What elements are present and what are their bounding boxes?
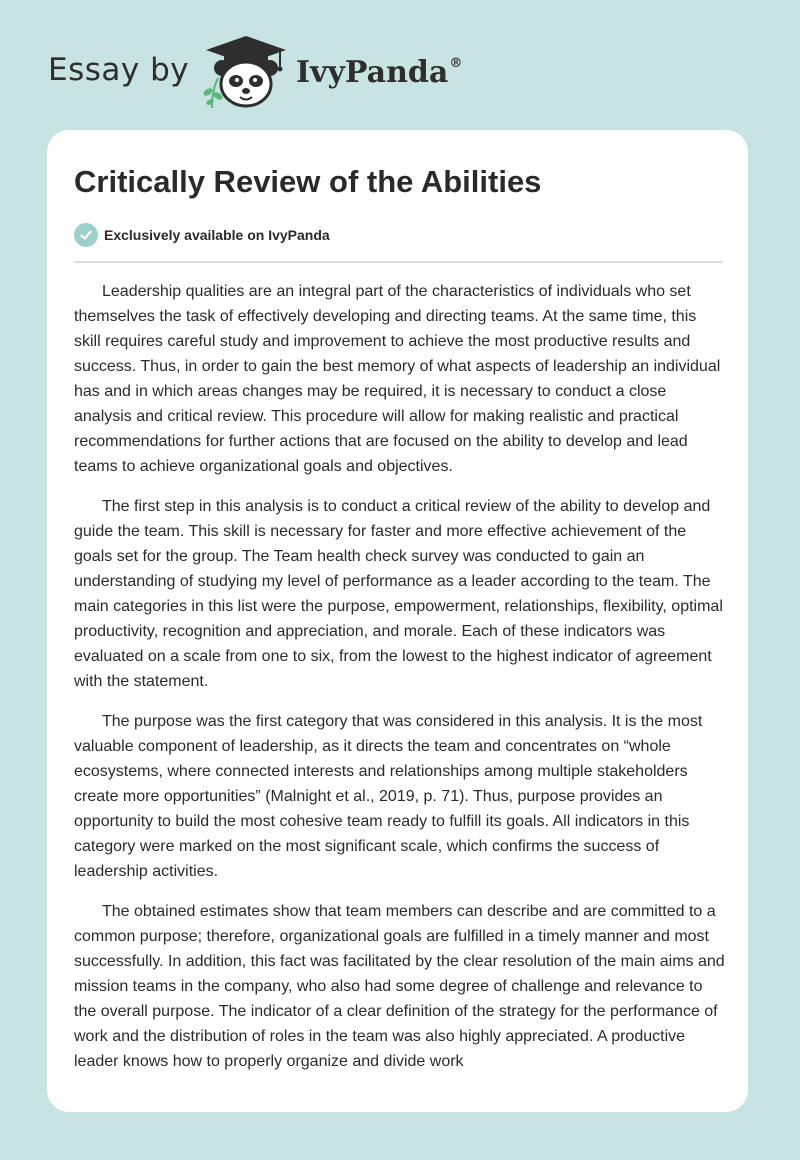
exclusive-badge — [74, 222, 330, 248]
essay-paragraph: Leadership qualities are an integral part of the characteristics of individuals who set themselves the task of effectively developing and directing teams. At the same time, this skill requires careful study and improvement to achieve the most productive results and success. Thus, in order to gain the best memory of what aspects of leadership an individual has and in which areas changes may be required, it is necessary to conduct a close analysis and critical review. This procedure will allow for making realistic and practical recommendations for further actions that are focused on the ability to develop and lead teams to achieve organizational goals and objectives. — [74, 283, 721, 475]
essay-paragraph: The obtained estimates show that team members can describe and are committed to a common purpose; therefore, organizational goals are fulfilled in a timely manner and most successfully. In addition, this fact was facilitated by the clear resolution of the main aims and mission teams in the company, who also had some degree of challenge and relevance to the overall purpose. The indicator of a clear definition of the strategy for the performance of work and the distribution of roles in the team was also highly appreciated. A productive leader knows how to properly organize and divide work — [74, 903, 725, 1070]
essay-by-label: Essay by — [48, 52, 190, 88]
title-divider — [74, 261, 723, 263]
essay-title: Critically Review of the Abilities — [74, 164, 542, 199]
exclusive-badge-label: Exclusively available on IvyPanda — [104, 227, 330, 243]
trademark-symbol: ® — [449, 56, 463, 71]
panda-graduate-logo-icon[interactable] — [200, 34, 292, 110]
essay-body — [74, 279, 726, 1089]
brand-name[interactable]: IvyPanda® — [296, 55, 463, 90]
check-circle-icon — [74, 223, 98, 247]
essay-paragraph: The first step in this analysis is to conduct a critical review of the ability to develop and guide the team. This skill is necessary for faster and more effective achievement of the goals set for the group. The Team health check survey was conducted to gain an understanding of studying my level of performance as a leader according to the team. The main categories in this list were the purpose, empowerment, relationships, flexibility, optimal productivity, recognition and appreciation, and morale. Each of these indicators was evaluated on a scale from one to six, from the lowest to the highest indicator of agreement with the statement. — [74, 498, 723, 690]
essay-card — [47, 130, 748, 1112]
site-header — [0, 0, 800, 130]
essay-paragraph: The purpose was the first category that was considered in this analysis. It is the most valuable component of leadership, as it directs the team and concentrates on “whole ecosystems, where connected interests and relationships among multiple stakeholders create more opportunities” (Malnight et al., 2019, p. 71). Thus, purpose provides an opportunity to build the most cohesive team ready to fulfill its goals. All indicators in this category were marked on the most significant scale, which confirms the success of leadership activities. — [74, 713, 703, 880]
